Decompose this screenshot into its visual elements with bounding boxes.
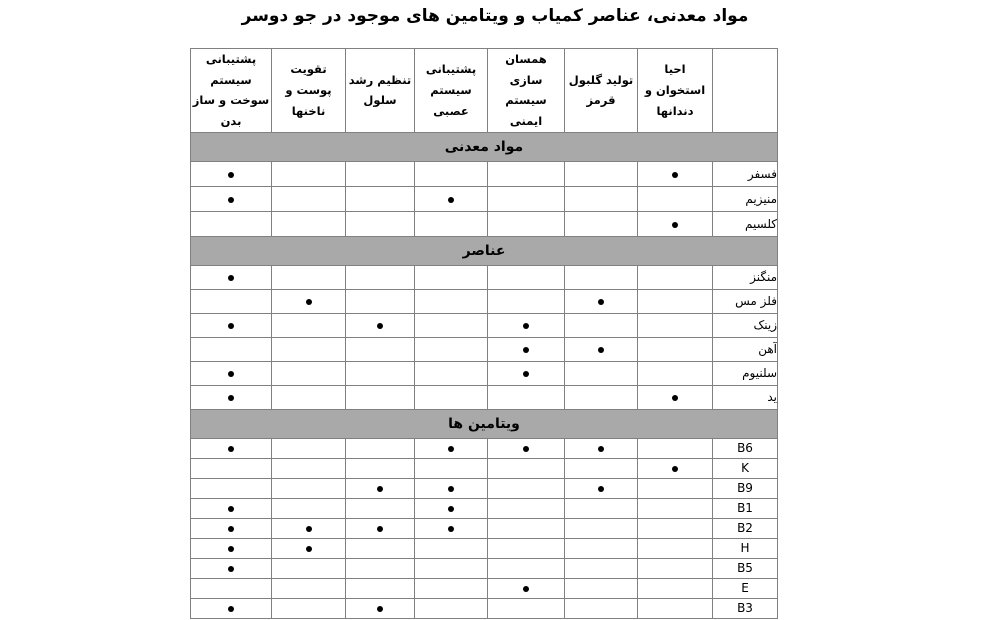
row-label: ید [713, 385, 778, 409]
table-row [191, 558, 778, 578]
bullet-dot-icon [228, 606, 234, 612]
dot-cell-filled [488, 337, 565, 361]
section-band-row [191, 236, 778, 265]
dot-cell-empty [272, 211, 346, 236]
dot-cell-empty [638, 313, 713, 337]
dot-cell-empty [565, 161, 638, 186]
dot-cell-empty [638, 578, 713, 598]
section-band-row [191, 409, 778, 438]
dot-cell-empty [272, 598, 346, 618]
dot-cell-empty [346, 361, 415, 385]
dot-cell-empty [346, 186, 415, 211]
dot-cell-filled [191, 498, 272, 518]
dot-cell-empty [565, 385, 638, 409]
dot-cell-filled [191, 385, 272, 409]
dot-cell-empty [415, 598, 488, 618]
bullet-dot-icon [377, 606, 383, 612]
table-row [191, 598, 778, 618]
table-row [191, 211, 778, 236]
dot-cell-empty [191, 289, 272, 313]
bullet-dot-icon [228, 371, 234, 377]
dot-cell-filled [191, 438, 272, 458]
bullet-dot-icon [672, 466, 678, 472]
bullet-dot-icon [448, 506, 454, 512]
table-row [191, 498, 778, 518]
dot-cell-empty [565, 518, 638, 538]
dot-cell-filled [346, 598, 415, 618]
dot-cell-empty [272, 578, 346, 598]
bullet-dot-icon [523, 323, 529, 329]
section-header: عناصر [191, 236, 778, 265]
row-label: آهن [713, 337, 778, 361]
row-label: B1 [713, 498, 778, 518]
dot-cell-filled [565, 289, 638, 313]
bullet-dot-icon [228, 526, 234, 532]
bullet-dot-icon [306, 299, 312, 305]
dot-cell-filled [565, 438, 638, 458]
dot-cell-empty [638, 186, 713, 211]
dot-cell-empty [565, 211, 638, 236]
dot-cell-filled [191, 313, 272, 337]
dot-cell-empty [565, 186, 638, 211]
table-row [191, 458, 778, 478]
dot-cell-empty [638, 478, 713, 498]
dot-cell-empty [346, 385, 415, 409]
dot-cell-filled [272, 538, 346, 558]
row-label: B3 [713, 598, 778, 618]
dot-cell-empty [272, 161, 346, 186]
dot-cell-filled [346, 478, 415, 498]
bullet-dot-icon [448, 197, 454, 203]
bullet-dot-icon [672, 222, 678, 228]
dot-cell-empty [272, 478, 346, 498]
row-label: منگنز [713, 265, 778, 289]
column-header-4: پشتیبانی سیستم عصبی [415, 49, 488, 133]
dot-cell-filled [415, 478, 488, 498]
dot-cell-filled [191, 538, 272, 558]
dot-cell-empty [415, 361, 488, 385]
dot-cell-filled [565, 337, 638, 361]
nutrients-table [190, 48, 778, 619]
dot-cell-filled [191, 265, 272, 289]
bullet-dot-icon [377, 323, 383, 329]
dot-cell-empty [272, 458, 346, 478]
dot-cell-empty [346, 578, 415, 598]
bullet-dot-icon [672, 395, 678, 401]
dot-cell-empty [565, 538, 638, 558]
dot-cell-empty [346, 265, 415, 289]
dot-cell-empty [272, 361, 346, 385]
dot-cell-empty [191, 337, 272, 361]
dot-cell-filled [415, 186, 488, 211]
section-header: ویتامین ها [191, 409, 778, 438]
column-header-2: تولید گلبول قرمز [565, 49, 638, 133]
bullet-dot-icon [228, 506, 234, 512]
dot-cell-empty [488, 186, 565, 211]
row-label: فلز مس [713, 289, 778, 313]
dot-cell-empty [346, 458, 415, 478]
dot-cell-filled [638, 385, 713, 409]
bullet-dot-icon [523, 371, 529, 377]
dot-cell-filled [191, 558, 272, 578]
table-row [191, 186, 778, 211]
dot-cell-empty [415, 578, 488, 598]
dot-cell-filled [191, 161, 272, 186]
dot-cell-empty [638, 337, 713, 361]
dot-cell-empty [488, 598, 565, 618]
dot-cell-empty [488, 211, 565, 236]
dot-cell-empty [488, 458, 565, 478]
dot-cell-empty [346, 498, 415, 518]
dot-cell-filled [565, 478, 638, 498]
dot-cell-empty [346, 538, 415, 558]
dot-cell-empty [488, 478, 565, 498]
dot-cell-empty [346, 289, 415, 313]
dot-cell-empty [638, 498, 713, 518]
dot-cell-empty [488, 518, 565, 538]
dot-cell-filled [488, 578, 565, 598]
table-row [191, 361, 778, 385]
dot-cell-empty [191, 458, 272, 478]
row-label: منیزیم [713, 186, 778, 211]
dot-cell-filled [415, 498, 488, 518]
table-row [191, 385, 778, 409]
bullet-dot-icon [598, 446, 604, 452]
table-row [191, 478, 778, 498]
bullet-dot-icon [377, 486, 383, 492]
table-head [191, 49, 778, 133]
dot-cell-empty [638, 289, 713, 313]
dot-cell-filled [191, 361, 272, 385]
dot-cell-empty [415, 538, 488, 558]
table-row [191, 438, 778, 458]
dot-cell-empty [565, 313, 638, 337]
page-title: مواد معدنی، عناصر کمیاب و ویتامین های موجود در جو دوسر [241, 6, 749, 26]
bullet-dot-icon [672, 172, 678, 178]
table-row [191, 265, 778, 289]
dot-cell-empty [272, 385, 346, 409]
dot-cell-empty [565, 458, 638, 478]
dot-cell-empty [488, 385, 565, 409]
row-label: B2 [713, 518, 778, 538]
dot-cell-empty [415, 161, 488, 186]
bullet-dot-icon [228, 275, 234, 281]
dot-cell-filled [272, 289, 346, 313]
dot-cell-empty [415, 211, 488, 236]
bullet-dot-icon [523, 446, 529, 452]
bullet-dot-icon [448, 446, 454, 452]
dot-cell-empty [272, 558, 346, 578]
dot-cell-empty [565, 598, 638, 618]
table-row [191, 161, 778, 186]
dot-cell-empty [272, 186, 346, 211]
bullet-dot-icon [523, 347, 529, 353]
row-label: کلسیم [713, 211, 778, 236]
table-row [191, 289, 778, 313]
dot-cell-empty [488, 498, 565, 518]
bullet-dot-icon [228, 172, 234, 178]
row-label: زینک [713, 313, 778, 337]
dot-cell-empty [191, 578, 272, 598]
section-band-row [191, 132, 778, 161]
column-header-6: تقویت پوست و ناخنها [272, 49, 346, 133]
dot-cell-filled [272, 518, 346, 538]
dot-cell-empty [638, 265, 713, 289]
dot-cell-empty [272, 313, 346, 337]
dot-cell-empty [415, 337, 488, 361]
table-row [191, 538, 778, 558]
dot-cell-filled [488, 438, 565, 458]
dot-cell-empty [272, 498, 346, 518]
dot-cell-filled [191, 598, 272, 618]
row-label: K [713, 458, 778, 478]
dot-cell-empty [346, 558, 415, 578]
dot-cell-empty [415, 289, 488, 313]
dot-cell-filled [415, 438, 488, 458]
dot-cell-empty [565, 558, 638, 578]
dot-cell-empty [565, 498, 638, 518]
dot-cell-filled [638, 211, 713, 236]
dot-cell-empty [488, 289, 565, 313]
column-header-1: احیا استخوان و دندانها [638, 49, 713, 133]
dot-cell-filled [488, 313, 565, 337]
bullet-dot-icon [523, 586, 529, 592]
dot-cell-filled [488, 361, 565, 385]
dot-cell-empty [272, 438, 346, 458]
dot-cell-empty [346, 438, 415, 458]
dot-cell-empty [415, 558, 488, 578]
dot-cell-empty [346, 161, 415, 186]
dot-cell-empty [638, 598, 713, 618]
corner-cell [713, 49, 778, 133]
row-label: E [713, 578, 778, 598]
dot-cell-empty [565, 578, 638, 598]
row-label: B9 [713, 478, 778, 498]
table-row [191, 518, 778, 538]
dot-cell-filled [415, 518, 488, 538]
dot-cell-empty [638, 538, 713, 558]
bullet-dot-icon [598, 486, 604, 492]
dot-cell-filled [346, 518, 415, 538]
dot-cell-empty [488, 538, 565, 558]
dot-cell-filled [638, 458, 713, 478]
dot-cell-empty [638, 438, 713, 458]
column-header-5: تنظیم رشد سلول [346, 49, 415, 133]
row-label: B5 [713, 558, 778, 578]
dot-cell-filled [346, 313, 415, 337]
bullet-dot-icon [228, 395, 234, 401]
dot-cell-empty [415, 458, 488, 478]
dot-cell-filled [191, 186, 272, 211]
dot-cell-empty [415, 265, 488, 289]
dot-cell-empty [565, 361, 638, 385]
dot-cell-empty [638, 361, 713, 385]
dot-cell-empty [565, 265, 638, 289]
dot-cell-empty [638, 558, 713, 578]
bullet-dot-icon [598, 347, 604, 353]
table-row [191, 337, 778, 361]
dot-cell-filled [638, 161, 713, 186]
dot-cell-filled [191, 518, 272, 538]
table-body [191, 132, 778, 618]
section-header: مواد معدنی [191, 132, 778, 161]
bullet-dot-icon [448, 486, 454, 492]
dot-cell-empty [415, 385, 488, 409]
dot-cell-empty [638, 518, 713, 538]
dot-cell-empty [488, 161, 565, 186]
dot-cell-empty [346, 211, 415, 236]
bullet-dot-icon [228, 446, 234, 452]
dot-cell-empty [346, 337, 415, 361]
column-header-3: همسان سازی سیستم ایمنی [488, 49, 565, 133]
bullet-dot-icon [228, 197, 234, 203]
bullet-dot-icon [228, 546, 234, 552]
dot-cell-empty [415, 313, 488, 337]
bullet-dot-icon [306, 546, 312, 552]
row-label: سلنیوم [713, 361, 778, 385]
dot-cell-empty [191, 478, 272, 498]
header-row [191, 49, 778, 133]
dot-cell-empty [191, 211, 272, 236]
bullet-dot-icon [306, 526, 312, 532]
bullet-dot-icon [598, 299, 604, 305]
table-row [191, 313, 778, 337]
row-label: H [713, 538, 778, 558]
bullet-dot-icon [228, 566, 234, 572]
row-label: فسفر [713, 161, 778, 186]
dot-cell-empty [488, 558, 565, 578]
dot-cell-empty [488, 265, 565, 289]
row-label: B6 [713, 438, 778, 458]
table-row [191, 578, 778, 598]
bullet-dot-icon [377, 526, 383, 532]
dot-cell-empty [272, 265, 346, 289]
bullet-dot-icon [228, 323, 234, 329]
column-header-7: پشتیبانی سیستم سوخت و ساز بدن [191, 49, 272, 133]
bullet-dot-icon [448, 526, 454, 532]
dot-cell-empty [272, 337, 346, 361]
